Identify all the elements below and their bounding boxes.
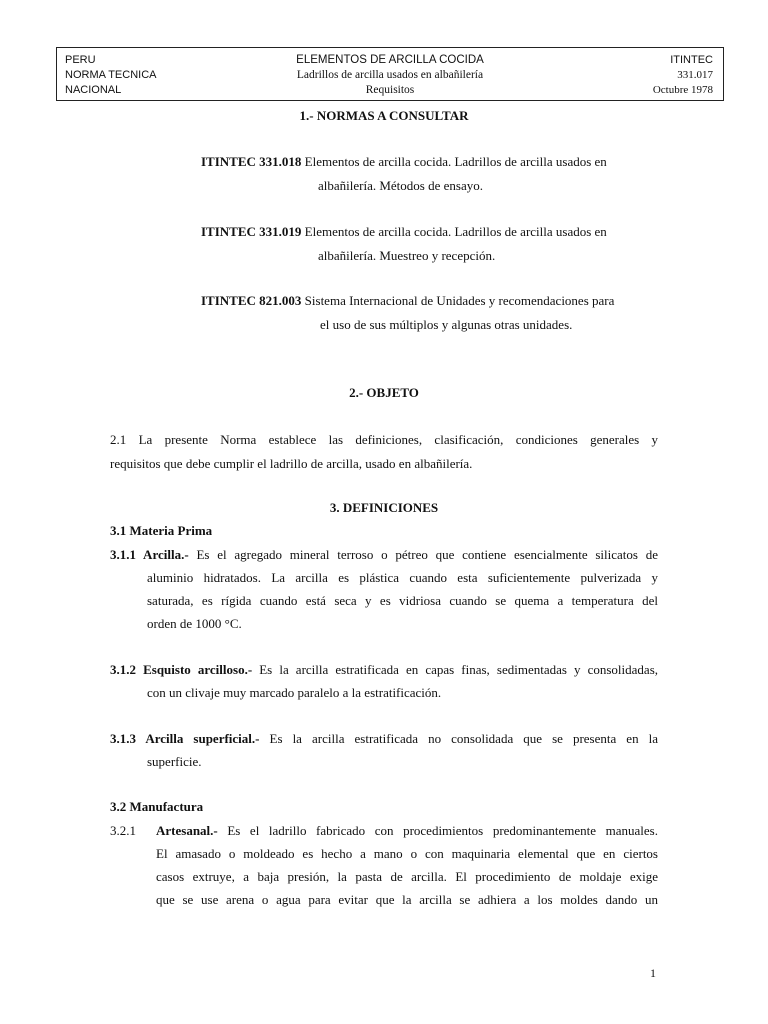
- reference-code: ITINTEC 331.018: [201, 154, 302, 169]
- header-title: ELEMENTOS DE ARCILLA COCIDA: [296, 54, 484, 66]
- definition-line: [110, 731, 658, 747]
- header-org: ITINTEC: [670, 54, 713, 66]
- definition-text: Es la arcilla estratificada en capas finas, sedimentadas y consolidadas,: [252, 662, 659, 677]
- subsection-heading: 3.1 Materia Prima: [110, 523, 213, 538]
- definition-line: [110, 662, 658, 678]
- reference-line-2: albañilería. Métodos de ensayo.: [318, 178, 483, 193]
- document-header: [56, 47, 724, 101]
- definition-text: Es la arcilla estratificada no consolidada que se presenta en la: [259, 731, 658, 746]
- reference-item: [201, 224, 607, 263]
- header-right: [653, 53, 713, 98]
- definition-line: superficie.: [147, 754, 202, 769]
- definition-line: aluminio hidratados. La arcilla es plástica cuando esta suficientemente pulverizada y: [147, 570, 658, 585]
- header-subtitle-2: Requisitos: [365, 84, 415, 96]
- definition-line: [156, 823, 658, 839]
- subsection-heading: 3.2 Manufactura: [110, 799, 204, 814]
- definition-text: Es el ladrillo fabricado con procedimientos predominantemente manuales.: [217, 823, 658, 838]
- definition-term: 3.1.2 Esquisto arcilloso.-: [110, 662, 253, 677]
- page-number: 1: [650, 966, 656, 980]
- definition-number: 3.2.1: [110, 823, 136, 838]
- paragraph-line: 2.1 La presente Norma establece las definiciones, clasificación, condiciones generales y: [110, 432, 658, 447]
- definition-line: El amasado o moldeado es hecho a mano o con maquinaria elemental que en ciertos: [156, 846, 658, 861]
- definition-term: Artesanal.-: [156, 823, 218, 838]
- definition-line: con un clivaje muy marcado paralelo a la estratificación.: [147, 685, 442, 700]
- definition-text: Es el agregado mineral terroso o pétreo que contiene esencialmente silicatos de: [188, 547, 658, 562]
- header-code: 331.017: [677, 69, 713, 81]
- reference-line-1: Elementos de arcilla cocida. Ladrillos de arcilla usados en: [304, 224, 607, 239]
- header-country: PERU: [65, 54, 96, 66]
- reference-code: ITINTEC 821.003: [201, 293, 302, 308]
- reference-item: [201, 154, 607, 193]
- reference-item: [201, 293, 615, 332]
- reference-code: ITINTEC 331.019: [201, 224, 302, 239]
- reference-line-2: albañilería. Muestreo y recepción.: [318, 248, 496, 263]
- section-1-heading: 1.- NORMAS A CONSULTAR: [299, 108, 469, 123]
- header-date: Octubre 1978: [652, 84, 713, 96]
- reference-line-1: Elementos de arcilla cocida. Ladrillos de arcilla usados en: [304, 154, 607, 169]
- definition-line: casos extruye, a baja presión, la pasta de arcilla. El procedimiento de moldaje exige: [156, 869, 658, 884]
- reference-line-1: Sistema Internacional de Unidades y recomendaciones para: [304, 293, 615, 308]
- definition-line: que se use arena o agua para evitar que la arcilla se adhiera a los moldes dando un: [156, 892, 658, 907]
- header-center: [57, 53, 723, 98]
- header-subtitle: Ladrillos de arcilla usados en albañilería: [296, 69, 484, 81]
- header-nacional: NACIONAL: [65, 84, 122, 96]
- section-2-heading: 2.- OBJETO: [349, 385, 419, 400]
- header-norma: NORMA TECNICA: [65, 69, 157, 81]
- definition-term: 3.1.3 Arcilla superficial.-: [110, 731, 260, 746]
- section-3-heading: 3. DEFINICIONES: [329, 500, 439, 515]
- definition-line: orden de 1000 °C.: [147, 616, 242, 631]
- definition-term: 3.1.1 Arcilla.-: [110, 547, 189, 562]
- reference-line-2: el uso de sus múltiplos y algunas otras unidades.: [320, 317, 573, 332]
- definition-line: saturada, es rígida cuando está seca y es vidriosa cuando se quema a temperatura del: [147, 593, 658, 608]
- definition-line: [110, 547, 658, 563]
- paragraph-line: requisitos que debe cumplir el ladrillo de arcilla, usado en albañilería.: [110, 456, 473, 471]
